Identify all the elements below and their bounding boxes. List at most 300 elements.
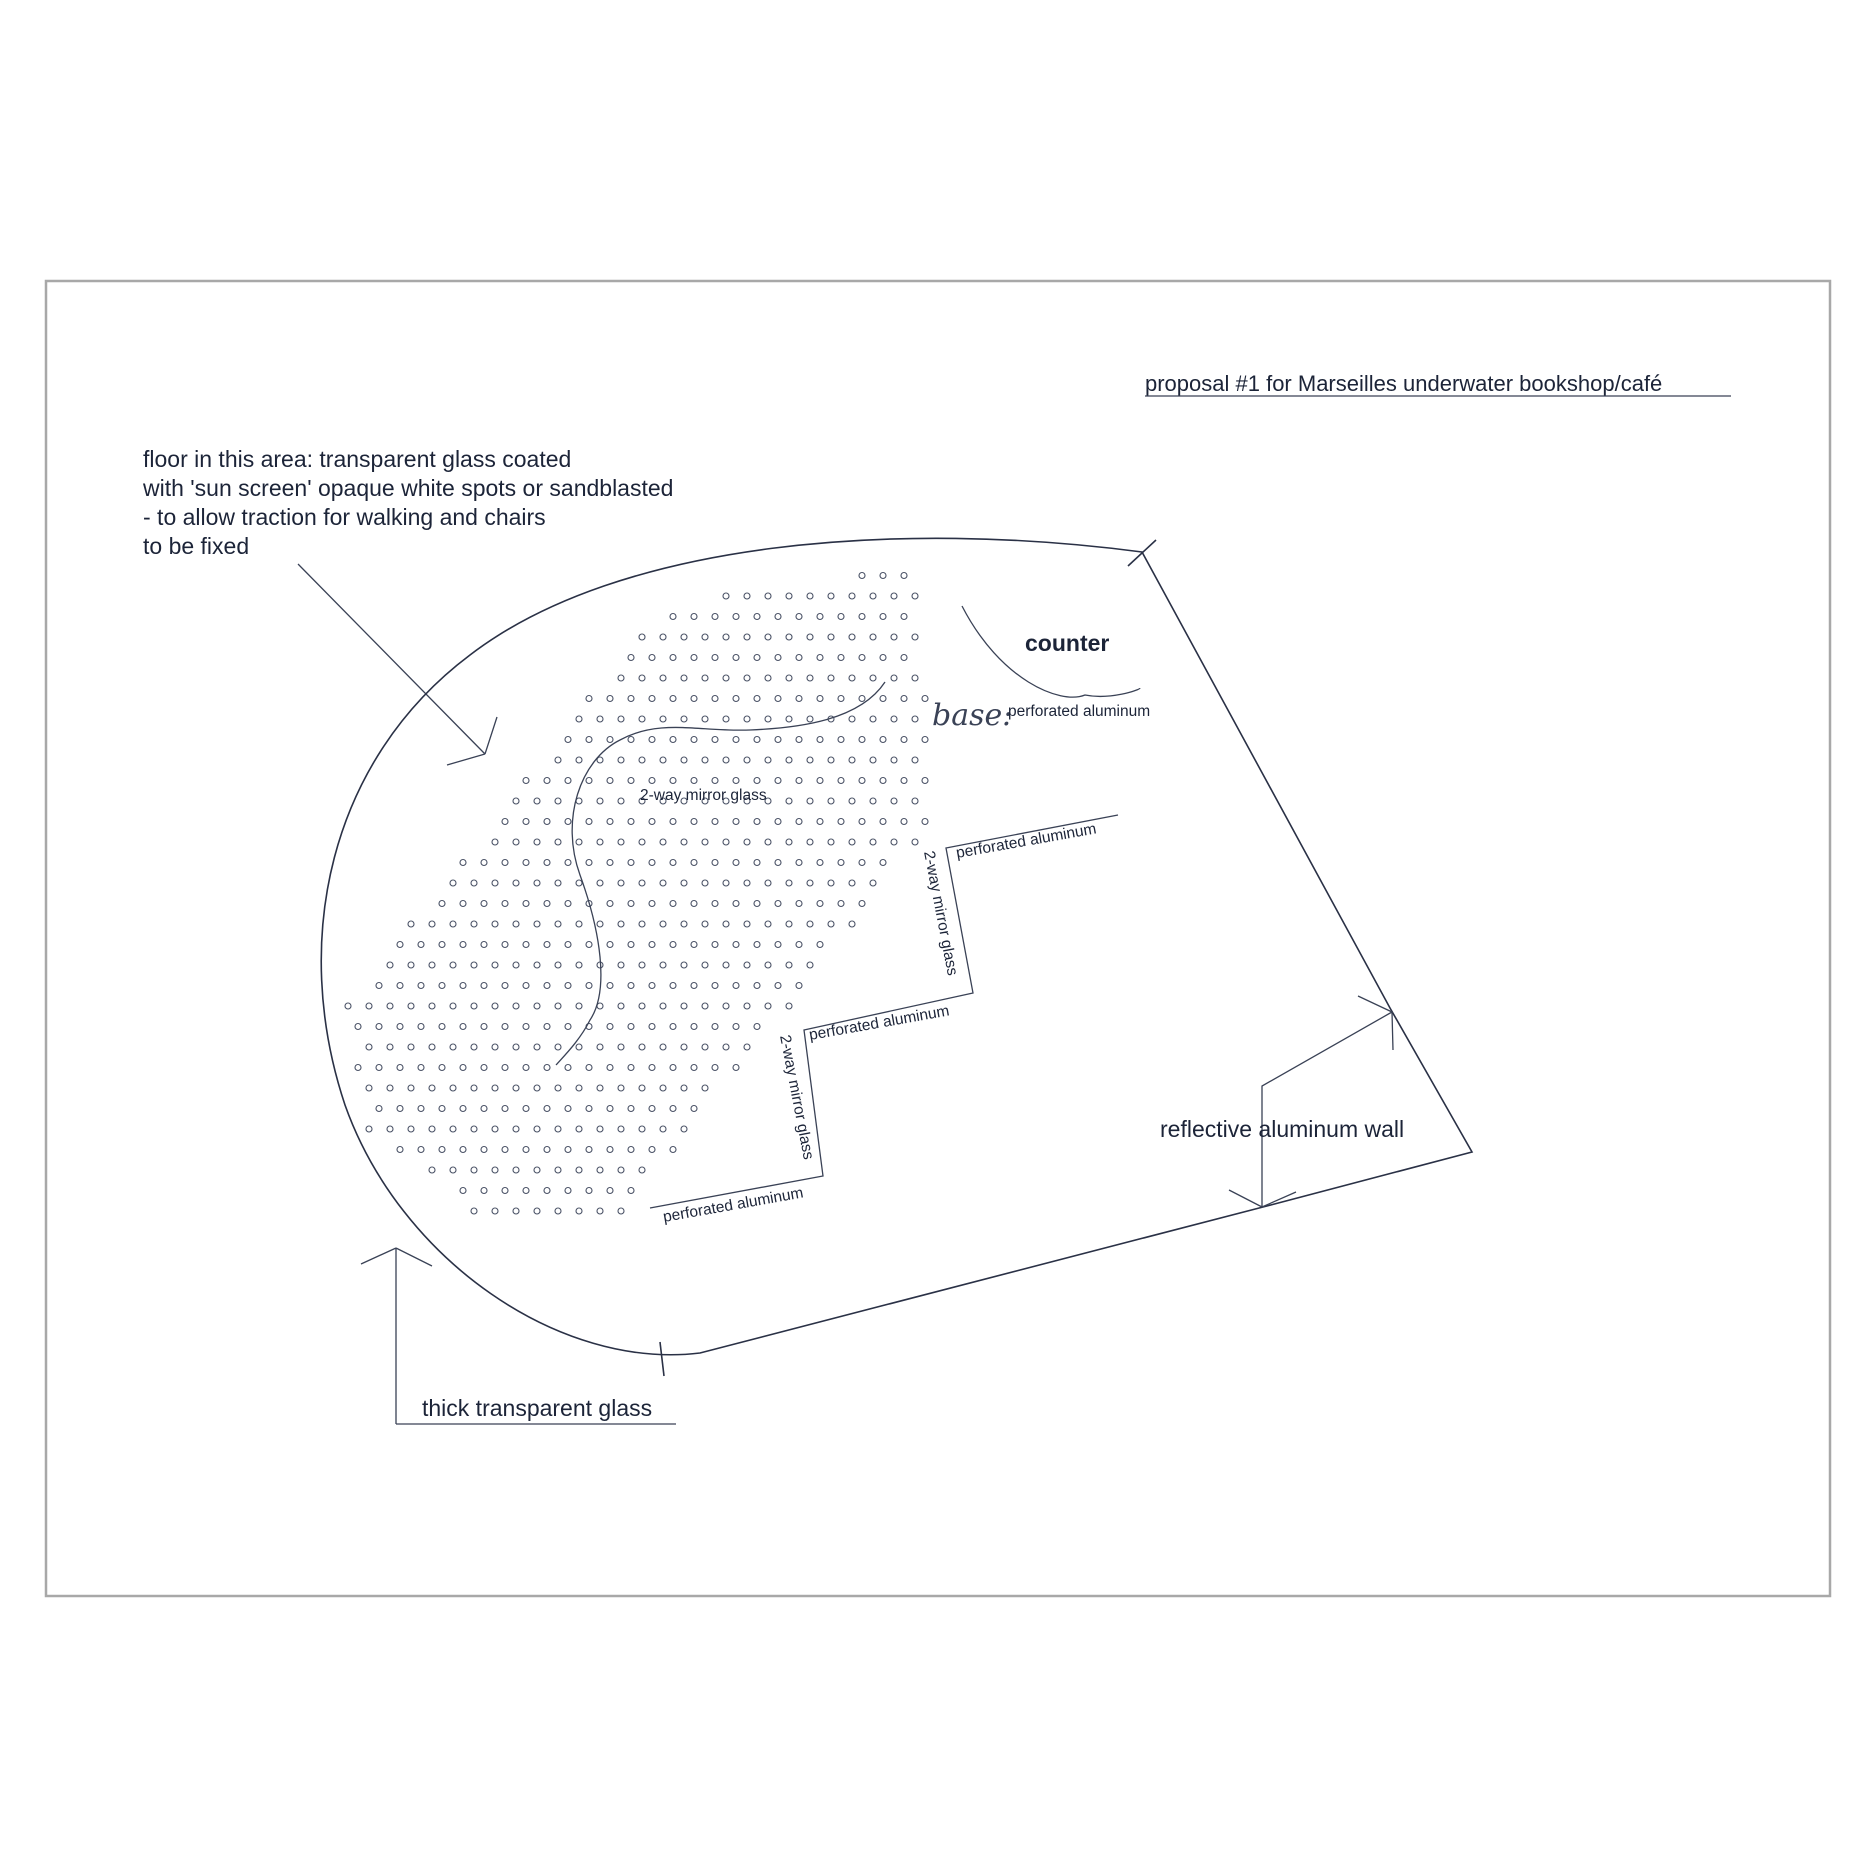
floor-dot <box>576 716 582 722</box>
floor-dot <box>775 860 781 866</box>
floor-dot <box>481 1024 487 1030</box>
floor-dot <box>523 901 529 907</box>
floor-dot <box>639 1126 645 1132</box>
floor-dot <box>754 942 760 948</box>
floor-dot <box>397 1024 403 1030</box>
floor-dot <box>628 1147 634 1153</box>
floor-dot <box>828 839 834 845</box>
floor-dot <box>807 962 813 968</box>
floor-dot <box>849 716 855 722</box>
floor-dot <box>450 962 456 968</box>
floor-dot <box>849 839 855 845</box>
floor-dot <box>492 880 498 886</box>
floor-dot <box>723 716 729 722</box>
floor-dot <box>712 1065 718 1071</box>
floor-dot <box>429 1085 435 1091</box>
floor-dot <box>765 839 771 845</box>
floor-dot <box>618 675 624 681</box>
floor-dot <box>796 819 802 825</box>
floor-dot <box>712 819 718 825</box>
floor-dot <box>471 921 477 927</box>
floor-dot <box>471 1085 477 1091</box>
floor-dot <box>628 778 634 784</box>
floor-dot <box>492 1126 498 1132</box>
counter-label: counter <box>1025 630 1110 656</box>
floor-dot <box>597 798 603 804</box>
floor-dot <box>691 983 697 989</box>
floor-dot <box>597 839 603 845</box>
floor-dot <box>618 921 624 927</box>
floor-dot <box>639 839 645 845</box>
floor-dot <box>786 716 792 722</box>
floor-dot <box>912 757 918 763</box>
floor-dot <box>670 983 676 989</box>
floor-dot <box>849 798 855 804</box>
floor-dot <box>555 839 561 845</box>
floor-dot <box>775 778 781 784</box>
floor-dot <box>597 1167 603 1173</box>
floor-dot <box>387 1003 393 1009</box>
floor-dot <box>817 901 823 907</box>
floor-dot <box>681 1003 687 1009</box>
drawing-title: proposal #1 for Marseilles underwater bookshop/café <box>1145 371 1663 396</box>
floor-dot <box>859 573 865 579</box>
floor-dot <box>912 798 918 804</box>
floor-dot <box>397 983 403 989</box>
wall-tick-bottom <box>660 1342 664 1376</box>
floor-dot <box>429 1126 435 1132</box>
floor-note-line-3: - to allow traction for walking and chairs <box>143 504 546 530</box>
floor-dot <box>838 778 844 784</box>
floor-dot <box>460 901 466 907</box>
floor-dot <box>901 614 907 620</box>
floor-dot <box>796 614 802 620</box>
floor-dot <box>481 860 487 866</box>
floor-dot <box>460 942 466 948</box>
floor-dot <box>775 614 781 620</box>
floor-dot <box>376 1065 382 1071</box>
floor-dot <box>439 983 445 989</box>
floor-dot <box>744 634 750 640</box>
reflective-wall-label: reflective aluminum wall <box>1160 1116 1405 1142</box>
floor-dot <box>649 983 655 989</box>
floor-dot <box>639 1003 645 1009</box>
floor-dot <box>670 942 676 948</box>
floor-dot <box>513 1126 519 1132</box>
floor-dot <box>481 983 487 989</box>
floor-dot <box>513 1085 519 1091</box>
floor-dot <box>744 880 750 886</box>
floor-dot <box>492 962 498 968</box>
floor-dot <box>460 1065 466 1071</box>
floor-dot <box>723 1044 729 1050</box>
floor-dot <box>859 614 865 620</box>
floor-dot <box>922 819 928 825</box>
floor-dot <box>870 880 876 886</box>
floor-dot <box>670 901 676 907</box>
floor-dot <box>922 778 928 784</box>
floor-dot <box>807 880 813 886</box>
floor-dot <box>502 983 508 989</box>
floor-dot <box>607 942 613 948</box>
floor-dot <box>775 655 781 661</box>
floor-dot <box>607 696 613 702</box>
floor-dot <box>555 1208 561 1214</box>
floor-dot <box>513 1003 519 1009</box>
floor-dot <box>492 839 498 845</box>
floor-dot <box>744 839 750 845</box>
floor-dot <box>649 1106 655 1112</box>
floor-dot <box>733 655 739 661</box>
floor-dot <box>502 1147 508 1153</box>
floor-dot <box>628 655 634 661</box>
floor-dot <box>691 614 697 620</box>
floor-dot <box>880 860 886 866</box>
floor-dot <box>712 614 718 620</box>
floor-dot <box>880 573 886 579</box>
floor-dot <box>576 1003 582 1009</box>
floor-dot <box>807 839 813 845</box>
floor-dot <box>660 716 666 722</box>
floor-dot <box>733 1024 739 1030</box>
floor-dot <box>807 757 813 763</box>
floor-dot <box>723 675 729 681</box>
floor-dot <box>523 860 529 866</box>
floor-dot <box>639 1167 645 1173</box>
floor-dot <box>870 675 876 681</box>
floor-dot <box>439 1147 445 1153</box>
floor-dot <box>838 696 844 702</box>
floor-dot <box>366 1126 372 1132</box>
floor-dot <box>733 942 739 948</box>
floor-dot <box>670 655 676 661</box>
floor-dot <box>838 737 844 743</box>
floor-dot <box>796 696 802 702</box>
floor-dot <box>460 1106 466 1112</box>
floor-dot <box>691 696 697 702</box>
floor-dot <box>775 901 781 907</box>
floor-dot <box>618 1044 624 1050</box>
floor-dot <box>639 880 645 886</box>
floor-note-line-4: to be fixed <box>143 533 250 559</box>
floor-dot <box>597 1208 603 1214</box>
floor-dot <box>807 675 813 681</box>
floor-dot <box>534 880 540 886</box>
floor-dot <box>523 1147 529 1153</box>
floor-dot <box>765 634 771 640</box>
floor-dot <box>450 1167 456 1173</box>
floor-dot <box>481 1147 487 1153</box>
floor-dot <box>387 1044 393 1050</box>
floor-dot <box>618 962 624 968</box>
floor-dot <box>912 839 918 845</box>
floor-dot <box>544 1188 550 1194</box>
floor-dot <box>345 1003 351 1009</box>
floor-dot <box>492 1085 498 1091</box>
floor-dot <box>744 921 750 927</box>
floor-dot <box>723 962 729 968</box>
floor-dot <box>639 757 645 763</box>
floor-dot <box>502 819 508 825</box>
floor-dot <box>429 1167 435 1173</box>
floor-dot <box>544 1065 550 1071</box>
floor-dot <box>408 962 414 968</box>
floor-dot <box>534 1208 540 1214</box>
floor-dot <box>870 757 876 763</box>
floor-dot <box>502 860 508 866</box>
floor-dot <box>439 1106 445 1112</box>
floor-dot <box>786 839 792 845</box>
floor-dot <box>691 655 697 661</box>
floor-dot <box>786 757 792 763</box>
floor-dot <box>691 1065 697 1071</box>
floor-dot <box>901 778 907 784</box>
floor-dot <box>859 860 865 866</box>
floor-dot <box>523 819 529 825</box>
floor-dot <box>817 942 823 948</box>
floor-dot <box>681 757 687 763</box>
floor-dot <box>817 778 823 784</box>
floor-dot <box>586 983 592 989</box>
floor-dot <box>639 675 645 681</box>
floor-dot <box>597 880 603 886</box>
floor-dot <box>849 757 855 763</box>
floor-dot <box>513 1044 519 1050</box>
floor-dot <box>628 942 634 948</box>
floor-dot <box>796 901 802 907</box>
floor-dot <box>534 798 540 804</box>
floor-dot <box>513 839 519 845</box>
floor-dot <box>502 901 508 907</box>
floor-dot <box>796 942 802 948</box>
floor-dot <box>744 675 750 681</box>
floor-dot <box>450 921 456 927</box>
floor-dot <box>565 1024 571 1030</box>
floor-dot <box>765 962 771 968</box>
floor-dot <box>618 1167 624 1173</box>
floor-dot <box>534 962 540 968</box>
floor-dot <box>376 1024 382 1030</box>
floor-dot <box>912 675 918 681</box>
floor-dot <box>429 1044 435 1050</box>
floor-dot <box>649 819 655 825</box>
floor-dot <box>670 1106 676 1112</box>
floor-dot <box>387 1085 393 1091</box>
floor-dot <box>796 737 802 743</box>
floor-dot <box>828 634 834 640</box>
floor-dot <box>880 819 886 825</box>
floor-dot <box>586 1065 592 1071</box>
floor-dot <box>555 798 561 804</box>
floor-dot <box>639 962 645 968</box>
floor-dot <box>691 1106 697 1112</box>
floor-dot <box>670 819 676 825</box>
floor-dot <box>670 1147 676 1153</box>
floor-dot <box>618 1003 624 1009</box>
floor-dot <box>565 983 571 989</box>
floor-dot <box>534 1044 540 1050</box>
floor-dot <box>649 942 655 948</box>
floor-dot <box>891 634 897 640</box>
floor-dot <box>555 880 561 886</box>
floor-dot <box>418 1024 424 1030</box>
floor-dot <box>828 880 834 886</box>
floor-dot <box>649 901 655 907</box>
floor-dot <box>786 593 792 599</box>
floor-dot <box>534 921 540 927</box>
floor-dot <box>523 983 529 989</box>
floor-dot <box>838 901 844 907</box>
floor-dot <box>828 757 834 763</box>
floor-dot <box>775 737 781 743</box>
floor-dot <box>607 901 613 907</box>
floor-dot <box>702 634 708 640</box>
floor-dot <box>796 778 802 784</box>
floor-dot <box>670 696 676 702</box>
floor-dot <box>744 716 750 722</box>
floor-dot <box>628 1024 634 1030</box>
floor-dot <box>754 737 760 743</box>
floor-dot <box>649 1147 655 1153</box>
floor-dot <box>817 819 823 825</box>
floor-dot <box>397 1106 403 1112</box>
floor-dot <box>754 778 760 784</box>
floor-dot <box>681 839 687 845</box>
floor-dot <box>775 983 781 989</box>
floor-dot <box>586 737 592 743</box>
floor-dot <box>870 798 876 804</box>
floor-dot <box>733 778 739 784</box>
floor-dot <box>397 942 403 948</box>
floor-dot <box>723 593 729 599</box>
floor-dot <box>565 1065 571 1071</box>
floor-dot <box>649 737 655 743</box>
floor-dot <box>765 757 771 763</box>
floor-dot <box>565 1188 571 1194</box>
floor-dot <box>607 737 613 743</box>
floor-dot <box>723 921 729 927</box>
floor-dot <box>828 921 834 927</box>
floor-dot <box>649 1065 655 1071</box>
floor-dot <box>660 1126 666 1132</box>
floor-dot <box>912 716 918 722</box>
floor-dot <box>901 737 907 743</box>
floor-dot <box>628 860 634 866</box>
floor-dot <box>691 860 697 866</box>
floor-dot <box>807 593 813 599</box>
floor-dot <box>492 1044 498 1050</box>
floor-dot <box>471 880 477 886</box>
floor-dot <box>807 798 813 804</box>
floor-dot <box>523 1065 529 1071</box>
mirror-glass-curve <box>556 682 885 1065</box>
floor-dot <box>376 983 382 989</box>
floor-dot <box>660 839 666 845</box>
floor-dot <box>639 1044 645 1050</box>
floor-dot <box>681 1126 687 1132</box>
floor-dot <box>502 942 508 948</box>
floor-dot <box>628 819 634 825</box>
floor-dot <box>544 942 550 948</box>
floor-dot <box>387 962 393 968</box>
floor-dot <box>576 798 582 804</box>
floor-dot <box>817 655 823 661</box>
floor-dot <box>807 716 813 722</box>
floor-dot <box>555 921 561 927</box>
floor-dot <box>439 901 445 907</box>
floor-dot <box>408 1126 414 1132</box>
base-material-label: perforated aluminum <box>1008 703 1151 720</box>
floor-dot <box>523 778 529 784</box>
floor-dot <box>702 1044 708 1050</box>
floor-dot <box>586 860 592 866</box>
floor-dot <box>555 1126 561 1132</box>
floor-dot <box>670 737 676 743</box>
floor-dot <box>901 696 907 702</box>
floor-dot <box>534 1003 540 1009</box>
floor-dot <box>618 757 624 763</box>
floor-dot <box>555 1085 561 1091</box>
floor-dot <box>702 716 708 722</box>
floor-dot <box>607 1188 613 1194</box>
floor-dot <box>607 983 613 989</box>
floor-dot <box>628 1065 634 1071</box>
floor-dot <box>576 1167 582 1173</box>
floor-dot <box>765 921 771 927</box>
floor-dot <box>691 778 697 784</box>
floor-dot <box>565 1147 571 1153</box>
floor-dot <box>838 860 844 866</box>
floor-dot <box>366 1044 372 1050</box>
floor-dot <box>649 860 655 866</box>
floor-dot <box>618 1208 624 1214</box>
floor-dot <box>628 901 634 907</box>
floor-dot <box>744 1003 750 1009</box>
floor-dot <box>807 921 813 927</box>
floor-dot <box>576 1208 582 1214</box>
floor-dot <box>429 1003 435 1009</box>
floor-dot <box>450 1085 456 1091</box>
floor-dot <box>555 1003 561 1009</box>
floor-dot <box>670 1024 676 1030</box>
floor-dot <box>828 798 834 804</box>
floor-dot <box>481 1065 487 1071</box>
floor-dot <box>618 1126 624 1132</box>
floor-dot <box>523 1024 529 1030</box>
floor-dot <box>901 655 907 661</box>
floor-dot <box>859 819 865 825</box>
floor-dot <box>502 1024 508 1030</box>
floor-dot <box>355 1065 361 1071</box>
floor-note <box>142 446 673 559</box>
floor-dot <box>660 962 666 968</box>
floor-dot <box>460 1024 466 1030</box>
floor-dot <box>597 921 603 927</box>
floor-dot <box>418 1065 424 1071</box>
floor-dot <box>660 1003 666 1009</box>
floor-dot <box>534 1085 540 1091</box>
reflective-wall-arrows <box>1229 996 1393 1207</box>
floor-dot <box>702 921 708 927</box>
floor-dot <box>565 1106 571 1112</box>
floor-dot <box>786 1003 792 1009</box>
floor-dot <box>555 1167 561 1173</box>
floor-dot <box>534 839 540 845</box>
floor-dot <box>754 655 760 661</box>
floor-dot <box>660 880 666 886</box>
floor-dot <box>534 1167 540 1173</box>
floor-dot <box>408 921 414 927</box>
